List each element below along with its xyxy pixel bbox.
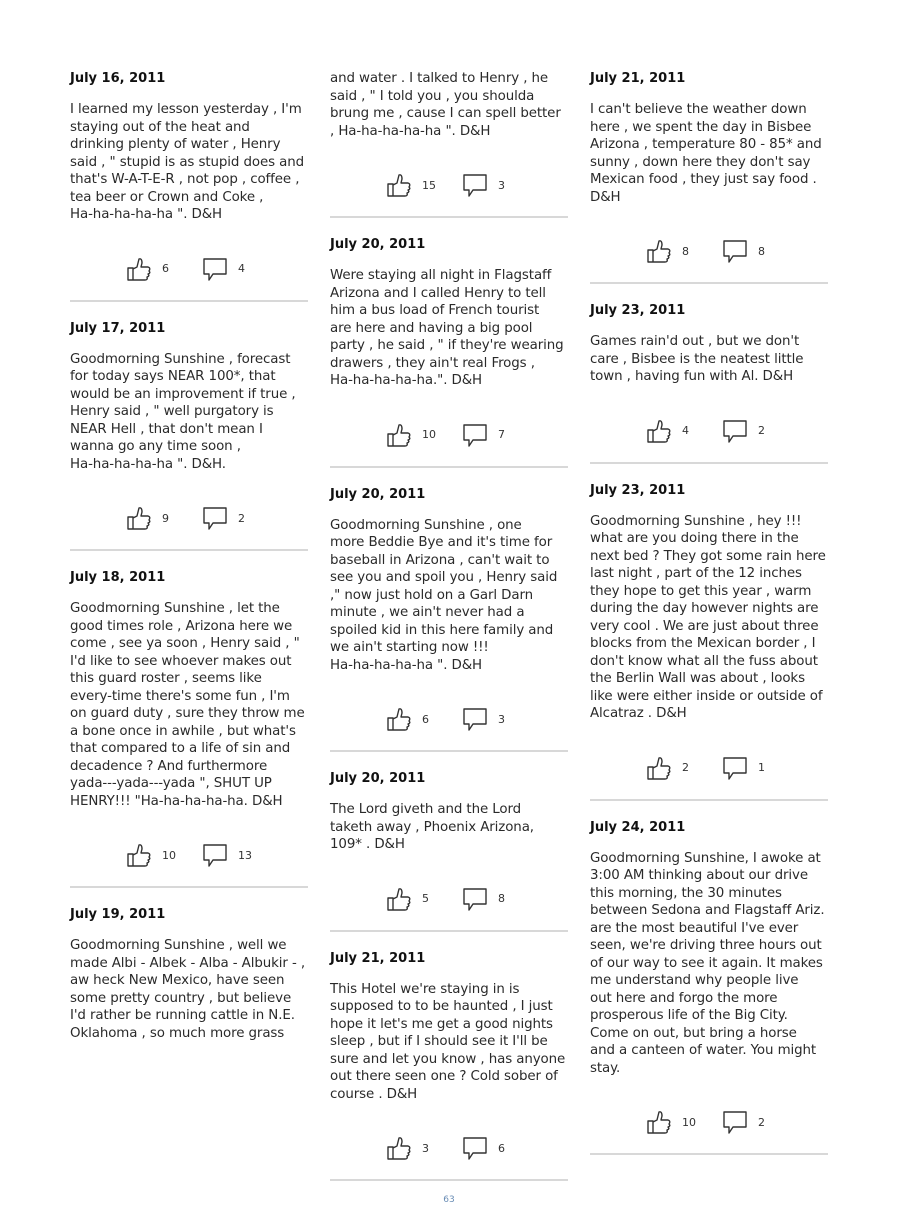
- comment-count: 2: [758, 1115, 765, 1129]
- like-count: 10: [682, 1115, 696, 1129]
- comment-button[interactable]: [202, 505, 245, 531]
- comment-button[interactable]: [202, 842, 252, 868]
- post-date: July 21, 2011: [330, 950, 426, 966]
- post: [330, 232, 568, 468]
- like-count: 3: [422, 1141, 429, 1155]
- thumbs-up-icon: [386, 422, 412, 448]
- post: [70, 316, 308, 552]
- comment-count: 6: [498, 1141, 505, 1155]
- comment-button[interactable]: [462, 172, 505, 198]
- like-count: 6: [162, 262, 169, 275]
- post: [590, 478, 828, 801]
- post-actions: [330, 1133, 568, 1163]
- like-count: 9: [162, 511, 169, 525]
- comment-count: 1: [758, 761, 765, 774]
- comment-count: 13: [238, 848, 252, 862]
- comment-icon: [722, 238, 748, 264]
- post-actions: [330, 884, 568, 914]
- thumbs-up-icon: [386, 706, 412, 732]
- divider: [70, 886, 308, 888]
- comment-icon: [202, 256, 228, 282]
- comment-count: 3: [498, 712, 505, 726]
- post: [590, 298, 828, 464]
- post-actions: [590, 416, 828, 446]
- post-actions: [590, 236, 828, 266]
- comment-button[interactable]: [722, 238, 765, 264]
- post-date: July 23, 2011: [590, 482, 686, 498]
- divider: [590, 462, 828, 464]
- comment-icon: [722, 755, 748, 781]
- divider: [330, 1179, 568, 1181]
- like-button[interactable]: [126, 256, 202, 282]
- comment-icon: [462, 886, 488, 912]
- thumbs-up-icon: [646, 418, 672, 444]
- post-date: July 20, 2011: [330, 237, 426, 252]
- thumbs-up-icon: [126, 842, 152, 868]
- post-text: Goodmorning Sunshine , hey !!! what are you doing there in the next bed ? They got some rain here last night , part of the 12 inches they hope to get this year , warm during the day however nights are very cool . We are just about three blocks from the Mexican border , I don't know what all the fuss about the Berlin Wall was about , looks like were either inside or outside of Alcatraz . D&H: [590, 513, 826, 721]
- divider: [70, 300, 308, 302]
- comment-count: 4: [238, 262, 245, 275]
- post-text: Goodmorning Sunshine , let the good times role , Arizona here we come , see ya soon , Henry said , " I'd like to see whoever makes out this guard roster , seems like every-time there's some fun , I'm on guard duty , sure they throw me a bone once in awhile , but what's that compared to a life of sin and decadence ? And furthermore yada---yada---yada ", SHUT UP HENRY!!! "Ha-ha-ha-ha-ha. D&H: [70, 601, 305, 809]
- post-date: July 18, 2011: [70, 570, 166, 585]
- post-date: July 17, 2011: [70, 320, 166, 336]
- post-date: July 23, 2011: [590, 303, 686, 318]
- post: [70, 565, 308, 888]
- like-button[interactable]: [386, 1135, 462, 1161]
- comment-button[interactable]: [722, 1109, 765, 1135]
- comment-count: 2: [238, 511, 245, 525]
- post-text: and water . I talked to Henry , he said , " I told you , you shoulda brung me , cause I can spell better , Ha-ha-ha-ha-ha ". D&H: [330, 71, 561, 139]
- divider: [330, 466, 568, 468]
- comment-icon: [722, 1109, 748, 1135]
- like-button[interactable]: [386, 706, 462, 732]
- like-count: 6: [422, 712, 429, 726]
- comment-button[interactable]: [722, 418, 765, 444]
- comment-button[interactable]: [462, 1135, 505, 1161]
- post-text: Goodmorning Sunshine, I awoke at 3:00 AM thinking about our drive this morning, the 30 minutes between Sedona and Flagstaff Ariz. are the most beautiful I've ever seen, we're driving three hours out of our way to see it again. It makes me understand why people live out here and forgo the more prosperous life of the Big City. Come on out, but bring a horse and a canteen of water. You might stay.: [590, 850, 825, 1076]
- like-count: 15: [422, 178, 436, 192]
- post-actions: [70, 503, 308, 533]
- post-text: I learned my lesson yesterday , I'm staying out of the heat and drinking plenty of water , Henry said , " stupid is as stupid does and that's W-A-T-E-R , not pop , coffee , tea beer or Crown and Coke , Ha-ha-ha-ha-ha ". D&H: [70, 102, 305, 222]
- post-continued: [330, 70, 568, 218]
- column-2: [330, 66, 568, 1195]
- thumbs-up-icon: [126, 505, 152, 531]
- thumbs-up-icon: [386, 886, 412, 912]
- divider: [330, 216, 568, 218]
- page-number: 63: [443, 1195, 455, 1205]
- post-actions: [590, 753, 828, 783]
- post: [330, 946, 568, 1182]
- post: [590, 66, 828, 284]
- post-date: July 24, 2011: [590, 819, 686, 835]
- comment-button[interactable]: [462, 886, 505, 912]
- post: [590, 815, 828, 1156]
- post: [330, 766, 568, 932]
- like-count: 10: [162, 848, 176, 862]
- like-count: 5: [422, 892, 429, 905]
- comment-icon: [202, 842, 228, 868]
- post-actions: [330, 704, 568, 734]
- like-button[interactable]: [646, 238, 722, 264]
- comment-button[interactable]: [722, 755, 765, 781]
- post-date: July 20, 2011: [330, 771, 426, 786]
- thumbs-up-icon: [386, 1135, 412, 1161]
- column-3: [590, 66, 828, 1169]
- post-text: Goodmorning Sunshine , well we made Albi - Albek - Alba - Albukir - , aw heck New Mexico, have seen some pretty country , but believe I'd rather be running cattle in N.E. Oklahoma , so much more grass: [70, 938, 305, 1041]
- post: [330, 482, 568, 753]
- comment-icon: [462, 172, 488, 198]
- post-actions: [590, 1107, 828, 1137]
- comment-count: 3: [498, 178, 505, 192]
- post-text: Goodmorning Sunshine , forecast for today says NEAR 100*, that would be an improvement if true , Henry said , " well purgatory is NEAR Hell , that don't mean I wanna go any time soon , Ha-ha-ha-ha-ha ". D&H.: [70, 351, 296, 472]
- comment-icon: [722, 418, 748, 444]
- post-actions: [70, 254, 308, 284]
- like-button[interactable]: [386, 422, 462, 448]
- divider: [330, 750, 568, 752]
- comment-count: 2: [758, 424, 765, 437]
- column-1: [70, 66, 308, 1042]
- comment-icon: [462, 1135, 488, 1161]
- post-date: July 21, 2011: [590, 71, 686, 86]
- post-date: July 19, 2011: [70, 907, 166, 922]
- thumbs-up-icon: [646, 238, 672, 264]
- divider: [590, 1153, 828, 1155]
- post-text: This Hotel we're staying in is supposed to to be haunted , I just hope it let's me get a good nights sleep , but if I should see it I'll be sure and let you know , has anyone out there seen one ? Cold sober of course . D&H: [330, 981, 566, 1102]
- divider: [330, 930, 568, 932]
- like-count: 4: [682, 424, 689, 437]
- post-actions: [330, 420, 568, 450]
- thumbs-up-icon: [646, 755, 672, 781]
- like-button[interactable]: [126, 505, 202, 531]
- comment-button[interactable]: [202, 256, 245, 282]
- like-button[interactable]: [646, 418, 722, 444]
- post-text: I can't believe the weather down here , we spent the day in Bisbee Arizona , temperature 80 - 85* and sunny , down here they don't say Mexican food , they just say food . D&H: [590, 102, 822, 205]
- post-actions: [330, 170, 568, 200]
- comment-button[interactable]: [462, 706, 505, 732]
- thumbs-up-icon: [386, 172, 412, 198]
- post-text: Goodmorning Sunshine , one more Beddie Bye and it's time for baseball in Arizona , can't wait to see you and spoil you , Henry said ," now just hold on a Garl Darn minute , we ain't never had a spoiled kid in this here family and we ain't starting now !!! Ha-ha-ha-ha-ha ". D&H: [330, 517, 558, 673]
- post-text: Were staying all night in Flagstaff Arizona and I called Henry to tell him a bus load of French tourist are here and having a big pool party , he said , " if they're wearing drawers , they ain't real Frogs , Ha-ha-ha-ha-ha.". D&H: [330, 268, 564, 388]
- like-button[interactable]: [386, 886, 462, 912]
- like-count: 2: [682, 761, 689, 774]
- post: [70, 902, 308, 1042]
- post-text: The Lord giveth and the Lord taketh away , Phoenix Arizona, 109* . D&H: [330, 802, 534, 852]
- like-count: 8: [682, 244, 689, 258]
- divider: [70, 549, 308, 551]
- comment-count: 8: [498, 892, 505, 905]
- thumbs-up-icon: [646, 1109, 672, 1135]
- like-button[interactable]: [646, 1109, 722, 1135]
- thumbs-up-icon: [126, 256, 152, 282]
- post-date: July 16, 2011: [70, 71, 166, 86]
- comment-count: 8: [758, 244, 765, 258]
- post-date: July 20, 2011: [330, 486, 426, 502]
- post-text: Games rain'd out , but we don't care , Bisbee is the neatest little town , having fun with Al. D&H: [590, 334, 804, 384]
- like-count: 10: [422, 428, 436, 441]
- comment-icon: [462, 422, 488, 448]
- comment-button[interactable]: [462, 422, 505, 448]
- comment-count: 7: [498, 428, 505, 441]
- divider: [590, 799, 828, 801]
- like-button[interactable]: [386, 172, 462, 198]
- post-actions: [70, 840, 308, 870]
- post: [70, 66, 308, 302]
- comment-icon: [462, 706, 488, 732]
- like-button[interactable]: [126, 842, 202, 868]
- divider: [590, 282, 828, 284]
- like-button[interactable]: [646, 755, 722, 781]
- comment-icon: [202, 505, 228, 531]
